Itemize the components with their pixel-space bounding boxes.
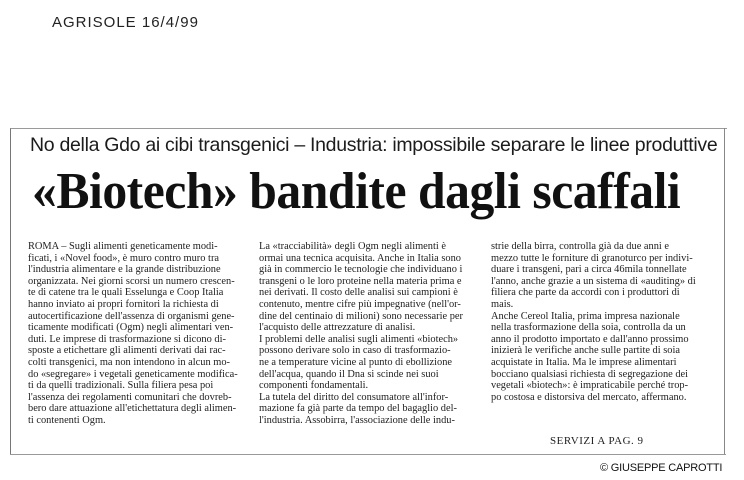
- text-line: duare i transgeni, pari a circa 46mila tonnellate: [491, 264, 687, 276]
- copyright-credit: © GIUSEPPE CAPROTTI: [600, 462, 723, 474]
- text-line: ficati, i «Novel food», è muro contro muro tra: [28, 252, 220, 264]
- text-line: bero dare attuazione all'etichettatura degli alimen-: [28, 403, 237, 415]
- text-line: po costosa e distorsiva del mercato, affermano.: [491, 391, 687, 403]
- text-line: te di catene tra le quali Esselunga e Coop Italia: [28, 287, 224, 299]
- text-line: transgeni o le loro proteine nella materia prima e: [259, 275, 462, 287]
- text-line: I problemi delle analisi sugli alimenti «biotech»: [259, 333, 459, 345]
- text-line: inizierà le verifiche anche sulle partite di soia: [491, 345, 680, 357]
- continuation-note: SERVIZI A PAG. 9: [550, 435, 644, 447]
- text-line: l'anno, anche grazie a un sistema di «auditing» di: [491, 275, 696, 287]
- text-line: La tutela del diritto del consumatore all'infor-: [259, 391, 449, 403]
- text-line: dine del centinaio di milioni) sono necessarie per: [259, 310, 463, 322]
- text-line: componenti fondamentali.: [259, 380, 369, 392]
- text-line: bocciano qualsiasi richiesta di segregazione dei: [491, 368, 689, 380]
- text-line: dell'acqua, quando il Dna si scinde nei suoi: [259, 368, 439, 380]
- text-line: l'acquisto delle attrezzature di analisi.: [259, 322, 416, 334]
- text-line: nei derivati. Il costo delle analisi sui campioni è: [259, 287, 458, 299]
- clipping-border-right: [724, 128, 725, 454]
- text-line: mazione fa già parte da tempo del bagaglio del-: [259, 403, 457, 415]
- text-line: nella trasformazione della soia, controlla da un: [491, 322, 686, 334]
- text-line: ormai una tecnica acquisita. Anche in Italia sono: [259, 252, 461, 264]
- text-line: contenuto, mentre cifre più impegnative (nell'or-: [259, 298, 461, 310]
- text-line: l'assenza dei regolamenti comunitari che dovreb-: [28, 391, 232, 403]
- text-line: autocertificazione dell'assenza di organismi gene-: [28, 310, 235, 322]
- text-line: ti da quelli tradizionali. Sulla filiera pesa poi: [28, 380, 214, 392]
- text-line: strie della birra, controlla già da due anni e: [491, 241, 670, 252]
- text-line: do «segregare» i vegetali geneticamente modifica-: [28, 368, 238, 380]
- article-column-1: [28, 241, 253, 427]
- article-column-3: [491, 241, 721, 403]
- text-line: l'industria alimentare e la grande distribuzione: [28, 264, 221, 276]
- text-line: duti. Le imprese di trasformazione si dicono di-: [28, 333, 226, 345]
- text-line: organizzata. Nei giorni scorsi un numero crescen-: [28, 275, 235, 287]
- text-line: l'industria. Assobirra, l'associazione delle indu-: [259, 414, 455, 426]
- text-line: mezzo tutte le forniture di granoturco per indivi-: [491, 252, 693, 264]
- text-line: La «tracciabilità» degli Ogm negli alimenti è: [259, 241, 446, 252]
- text-line: hanno inviato ai propri fornitori la richiesta di: [28, 298, 219, 310]
- text-line: possono derivare solo in caso di trasformazio-: [259, 345, 451, 357]
- text-line: ROMA – Sugli alimenti geneticamente modi-: [28, 241, 218, 252]
- text-line: colti transgenici, ma non intendono in alcun mo-: [28, 356, 230, 368]
- text-line: ne a temperature vicine al punto di ebollizione: [259, 356, 453, 368]
- text-line: ti contenenti Ogm.: [28, 414, 106, 426]
- headline: «Biotech» bandite dagli scaffali: [32, 163, 681, 220]
- text-line: filiera che parte da accordi con i produttori di: [491, 287, 680, 299]
- text-line: vegetali «biotech»: è impraticabile perché trop-: [491, 380, 689, 392]
- text-line: mais.: [491, 298, 514, 310]
- text-line: acquistate in Italia. Ma le imprese alimentari: [491, 356, 677, 368]
- kicker: No della Gdo ai cibi transgenici – Industria: impossibile separare le linee produttive: [30, 134, 718, 156]
- article-column-2: [259, 241, 487, 427]
- text-line: Anche Cereol Italia, prima impresa nazionale: [491, 310, 680, 322]
- text-line: già in commercio le tecnologie che individuano i: [259, 264, 463, 276]
- clipping-border-bottom: [10, 454, 726, 455]
- text-line: sposte a etichettare gli alimenti derivati dai rac-: [28, 345, 226, 357]
- text-line: ticamente modificati (Ogm) negli alimentari ven-: [28, 322, 234, 334]
- text-line: anno il prodotto importato e dall'anno prossimo: [491, 333, 689, 345]
- masthead: AGRISOLE 16/4/99: [52, 14, 199, 31]
